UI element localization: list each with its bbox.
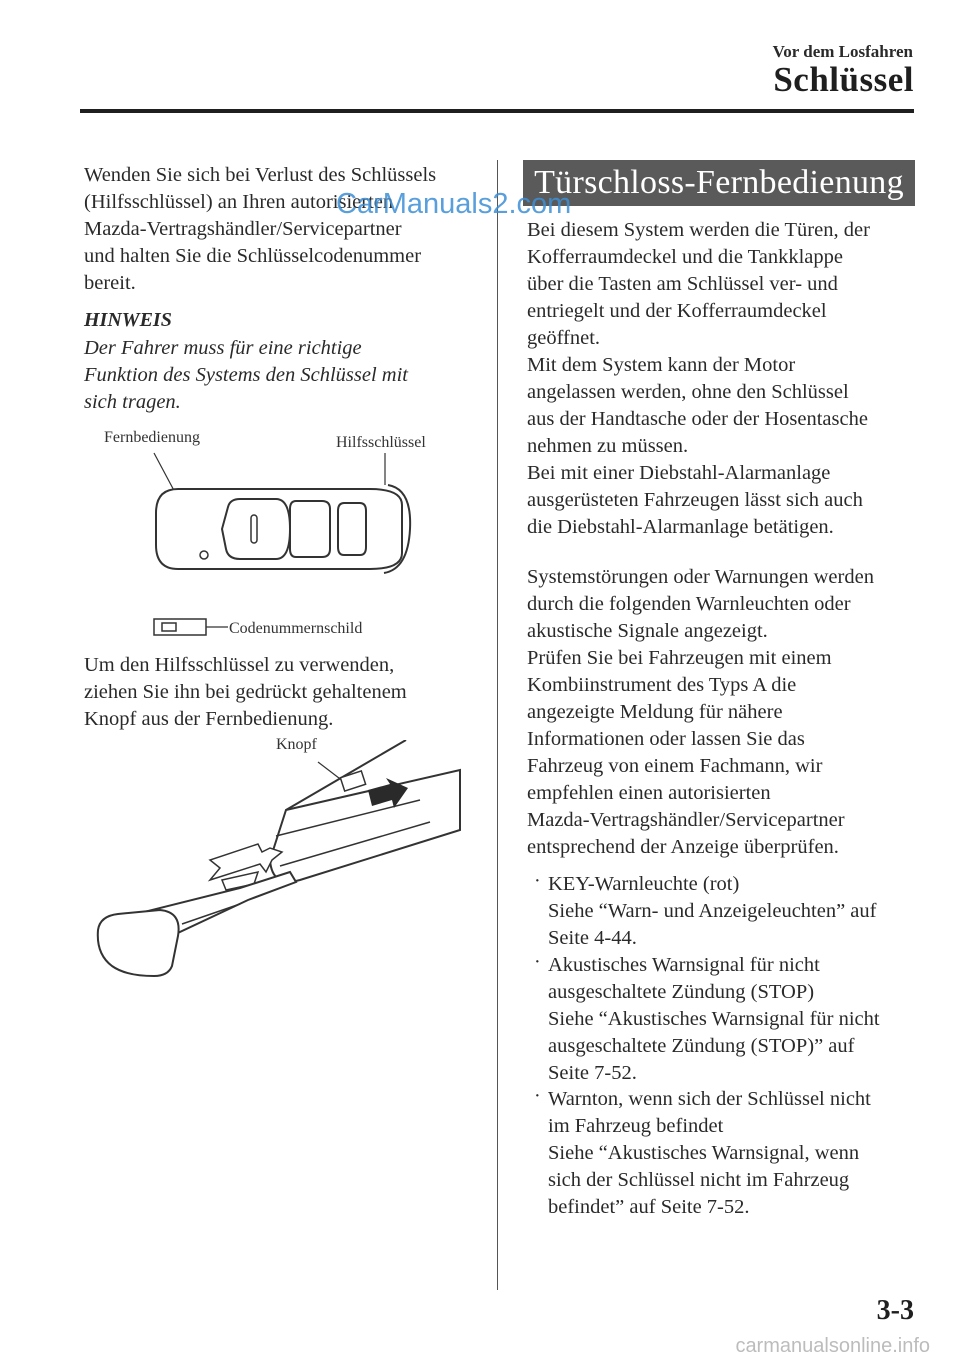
text-line: durch die folgenden Warnleuchten oder xyxy=(527,593,851,615)
text-line: Siehe “Akustisches Warnsignal für nicht xyxy=(548,1008,880,1030)
text-line: nehmen zu müssen. xyxy=(527,435,689,457)
label-aux-key: Hilfsschlüssel xyxy=(336,434,426,451)
text-line: befindet” auf Seite 7-52. xyxy=(548,1196,750,1218)
text-line: aus der Handtasche oder der Hosentasche xyxy=(527,408,868,430)
left-paragraph-2 xyxy=(84,652,407,733)
code-plate-illustration xyxy=(152,615,232,641)
aux-key-removal-illustration xyxy=(90,740,470,1000)
text-line: Mit dem System kann der Motor xyxy=(527,354,796,376)
text-line: entsprechend der Anzeige überprüfen. xyxy=(527,836,839,858)
text-line: Funktion des Systems den Schlüssel mit xyxy=(84,364,408,386)
header-rule xyxy=(80,109,914,113)
text-line: Seite 4-44. xyxy=(548,927,637,949)
text-line: Fahrzeug von einem Fachmann, wir xyxy=(527,755,823,777)
text-line: ausgeschaltete Zündung (STOP) xyxy=(548,981,815,1003)
label-remote: Fernbedienung xyxy=(104,429,200,446)
text-line: Mazda-Vertragshändler/Servicepartner xyxy=(527,809,845,831)
bullet-marker: · xyxy=(534,870,541,892)
remote-key-illustration xyxy=(140,445,440,585)
chapter-subtitle: Vor dem Losfahren xyxy=(772,42,913,61)
right-paragraph-1 xyxy=(527,217,870,541)
text-line: über die Tasten am Schlüssel ver- und xyxy=(527,273,838,295)
label-code-plate: Codenummernschild xyxy=(229,620,363,637)
text-line: Mazda-Vertragshändler/Servicepartner xyxy=(84,218,402,240)
right-paragraph-2 xyxy=(527,564,874,861)
text-line: geöffnet. xyxy=(527,327,601,349)
left-paragraph-1 xyxy=(84,162,436,297)
text-line: angelassen werden, ohne den Schlüssel xyxy=(527,381,849,403)
text-line: entriegelt und der Kofferraumdeckel xyxy=(527,300,827,322)
watermark-text: CarManuals2.com xyxy=(336,188,572,220)
text-line: Bei mit einer Diebstahl-Alarmanlage xyxy=(527,462,831,484)
bullet-marker: · xyxy=(534,951,541,973)
text-line: ausgeschaltete Zündung (STOP)” auf xyxy=(548,1035,855,1057)
text-line: Um den Hilfsschlüssel zu verwenden, xyxy=(84,654,395,676)
text-line: Bei diesem System werden die Türen, der xyxy=(527,219,870,241)
bullet-item xyxy=(548,1086,871,1221)
text-line: Warnton, wenn sich der Schlüssel nicht xyxy=(548,1088,871,1110)
text-line: sich der Schlüssel nicht im Fahrzeug xyxy=(548,1169,850,1191)
text-line: empfehlen einen autorisierten xyxy=(527,782,771,804)
note-heading: HINWEIS xyxy=(84,309,172,331)
text-line: (Hilfsschlüssel) an Ihren autorisierten xyxy=(84,191,394,213)
text-line: die Diebstahl-Alarmanlage betätigen. xyxy=(527,516,834,538)
page-number: 3-3 xyxy=(876,1295,914,1326)
text-line: Der Fahrer muss für eine richtige xyxy=(84,337,362,359)
bullet-marker: · xyxy=(534,1085,541,1107)
bullet-item xyxy=(548,952,880,1087)
text-line: bereit. xyxy=(84,272,136,294)
section-heading: Türschloss-Fernbedienung xyxy=(523,160,915,206)
column-divider xyxy=(497,160,498,1290)
text-line: sich tragen. xyxy=(84,391,181,413)
text-line: Systemstörungen oder Warnungen werden xyxy=(527,566,874,588)
text-line: Knopf aus der Fernbedienung. xyxy=(84,708,334,730)
text-line: ziehen Sie ihn bei gedrückt gehaltenem xyxy=(84,681,407,703)
text-line: angezeigte Meldung für nähere xyxy=(527,701,783,723)
text-line: ausgerüsteten Fahrzeugen lässt sich auch xyxy=(527,489,863,511)
text-line: KEY-Warnleuchte (rot) xyxy=(548,873,740,895)
note-body xyxy=(84,335,408,416)
page-title: Schlüssel xyxy=(773,60,914,99)
label-button: Knopf xyxy=(276,736,317,753)
text-line: Akustisches Warnsignal für nicht xyxy=(548,954,820,976)
footer-watermark: carmanualsonline.info xyxy=(735,1335,930,1357)
text-line: Informationen oder lassen Sie das xyxy=(527,728,805,750)
text-line: Kofferraumdeckel und die Tankklappe xyxy=(527,246,844,268)
text-line: Wenden Sie sich bei Verlust des Schlüssels xyxy=(84,164,437,186)
text-line: und halten Sie die Schlüsselcodenummer xyxy=(84,245,422,267)
text-line: Seite 7-52. xyxy=(548,1062,637,1084)
bullet-item xyxy=(548,871,876,952)
text-line: Siehe “Warn- und Anzeigeleuchten” auf xyxy=(548,900,877,922)
text-line: akustische Signale angezeigt. xyxy=(527,620,768,642)
text-line: im Fahrzeug befindet xyxy=(548,1115,724,1137)
text-line: Kombiinstrument des Typs A die xyxy=(527,674,797,696)
text-line: Siehe “Akustisches Warnsignal, wenn xyxy=(548,1142,860,1164)
text-line: Prüfen Sie bei Fahrzeugen mit einem xyxy=(527,647,832,669)
